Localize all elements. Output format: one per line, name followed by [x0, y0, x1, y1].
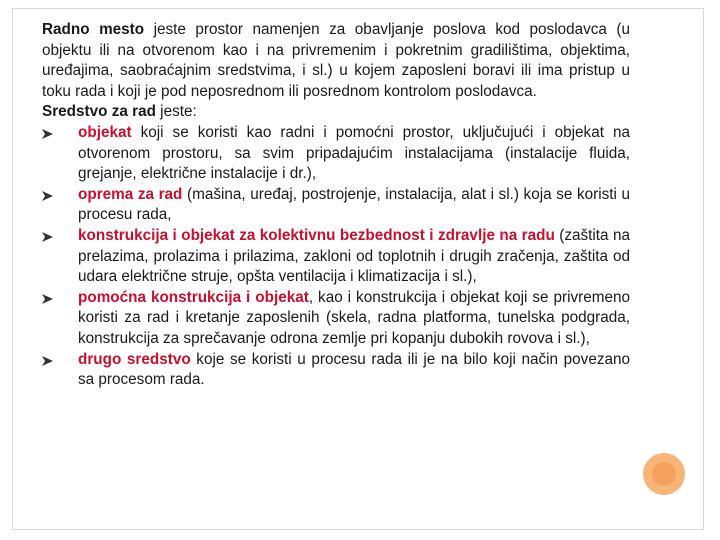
arrow-bullet-icon — [42, 356, 53, 366]
sredstvo-heading — [42, 102, 630, 123]
list-item — [42, 185, 630, 226]
radno-mesto-definition: jeste prostor namenjen za obavljanje poslova kod poslodavca (u objektu ili na otvorenom kao i na privremenim i pokretnim gradilištima, objektima, uređajima, saobraćajnim sredstvima, i sl.) u kojem zaposleni boravi ili ima pristup u toku rada i koji je pod neposrednom ili posrednom kontrolom poslodavca. — [42, 21, 630, 100]
item-term: oprema za rad — [78, 185, 183, 203]
item-term: konstrukcija i objekat za kolektivnu bezbednost i zdravlje na radu — [78, 226, 555, 244]
item-term: pomoćna konstrukcija i objekat — [78, 288, 309, 306]
list-item — [42, 226, 630, 288]
item-text: (zaštita na prelazima, prolazima i prilazima, zakloni od toplotnih i drugih zračenja, zaštita od udara električne struje, opšta ventilacija i klimatizacija i sl.), — [78, 226, 630, 286]
radno-mesto-paragraph — [42, 20, 630, 102]
item-term: drugo sredstvo — [78, 350, 191, 368]
item-text: (mašina, uređaj, postrojenje, instalacija, alat i sl.) koja se koristi u procesu rada, — [78, 185, 630, 224]
list-item — [42, 350, 630, 391]
arrow-bullet-icon — [42, 129, 53, 139]
slide-text — [42, 20, 630, 391]
item-text: , kao i konstrukcija i objekat koji se privremeno koristi za rad i kretanje zaposlenih (skela, radna platforma, tunelska podgrada, konstrukcija za sprečavanje odrona zemlje pri kopanju dubokih rovova i sl.), — [78, 288, 630, 347]
item-text: koji se koristi kao radni i pomoćni prostor, uključujući i objekat na otvorenom prostoru, sa svim pripadajućim instalacijama (instalacije fluida, grejanje, električne instalacije i dr.), — [78, 123, 630, 183]
item-term: objekat — [78, 123, 132, 141]
arrow-bullet-icon — [42, 191, 53, 201]
list-item — [42, 123, 630, 185]
radno-mesto-term: Radno mesto — [42, 21, 145, 38]
sredstvo-term: Sredstvo za rad — [42, 103, 156, 121]
list-item — [42, 288, 630, 350]
sredstvo-intro: jeste: — [155, 103, 197, 121]
arrow-bullet-icon — [42, 294, 53, 304]
sredstvo-list — [42, 123, 630, 391]
item-text: koje se koristi u procesu rada ili je na bilo koji način povezano sa procesom rada. — [78, 350, 631, 389]
decorative-orange-circle — [643, 453, 685, 495]
arrow-bullet-icon — [42, 232, 53, 242]
